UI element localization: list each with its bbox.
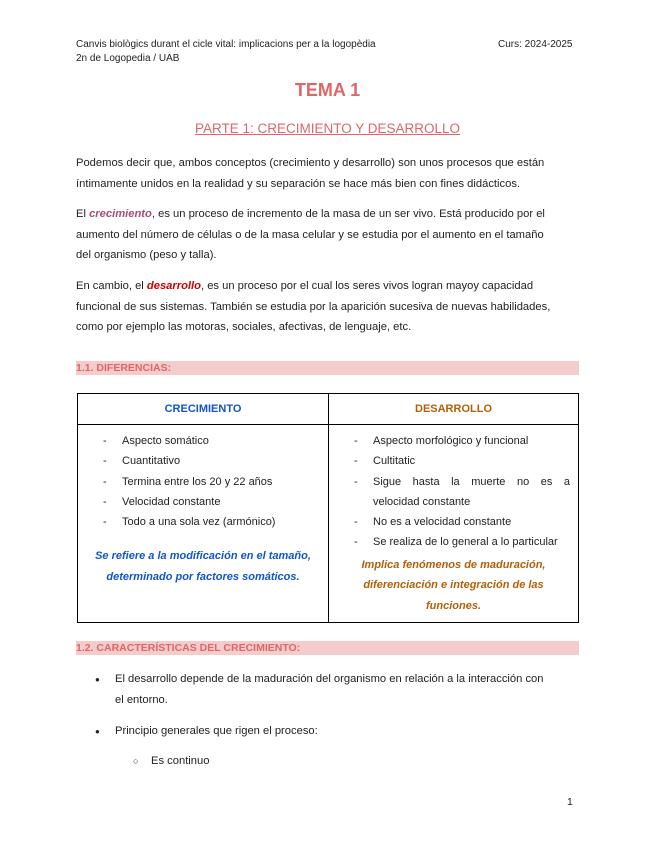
- desarrollo-summary: [329, 555, 578, 623]
- hollow-circle-icon: ○: [133, 756, 139, 766]
- comparison-table: [77, 393, 579, 623]
- para-line-rest: , es un proceso de incremento de la masa de un ser vivo. Está producido por el: [151, 208, 545, 220]
- para-line: como por ejemplo las motoras, sociales, afectivas, de lenguaje, etc.: [76, 321, 412, 333]
- list-item: - Velocidad constante: [78, 492, 328, 512]
- para-line: aumento del número de células o de la masa celular y se estudia por el aumento en el tamaño: [76, 228, 544, 241]
- bullet-text: [115, 669, 585, 710]
- intro-line: íntimamente unidos en la realidad y su separación se hace más bien con fines didácticos.: [76, 177, 521, 190]
- page-title: TEMA 1: [294, 80, 361, 100]
- desarrollo-cell: [329, 425, 579, 623]
- summary-line: Se refiere a la modificación en el tamaño,: [95, 550, 311, 563]
- intro-paragraph: [76, 153, 579, 194]
- crecimiento-cell: [78, 425, 329, 623]
- column-header-desarrollo: DESARROLLO: [329, 394, 579, 425]
- list-item: - Termina entre los 20 y 22 años: [78, 472, 328, 492]
- para-line: funcional de sus sistemas. También se estudia por la aparición sucesiva de nuevas habilidades,: [76, 300, 551, 313]
- crecimiento-list: [78, 431, 328, 532]
- desarrollo-paragraph: [76, 276, 579, 338]
- list-item-text: Sigue hasta la muerte no es a: [373, 475, 570, 488]
- bullet-item: [95, 669, 585, 710]
- section-heading-diferencias: 1.1. DIFERENCIAS:: [76, 361, 579, 375]
- list-item-continuation: velocidad constante: [373, 495, 471, 508]
- para-line-rest: , es un proceso por el cual los seres vivos logran mayoy capacidad: [200, 280, 534, 292]
- crecimiento-summary: [78, 546, 328, 587]
- term-desarrollo: desarrollo: [146, 280, 201, 292]
- list-item: - Cuantitativo: [78, 451, 328, 471]
- list-item: [329, 472, 578, 492]
- summary-line: determinado por factores somáticos.: [106, 570, 300, 583]
- list-item: - Todo a una sola vez (armónico): [78, 512, 328, 532]
- list-item: - No es a velocidad constante: [329, 512, 578, 532]
- part-subtitle: PARTE 1: CRECIMIENTO Y DESARROLLO: [194, 121, 461, 136]
- bullet-dot-icon: ●: [95, 727, 100, 736]
- list-item: - Aspecto morfológico y funcional: [329, 431, 578, 451]
- crecimiento-paragraph: [76, 204, 579, 266]
- para-line: [76, 276, 579, 297]
- page-number: 1: [567, 796, 573, 808]
- table-header-row: [78, 394, 579, 425]
- column-header-crecimiento: CRECIMIENTO: [78, 394, 329, 425]
- list-item: - Aspecto somático: [78, 431, 328, 451]
- bullet-line: El desarrollo depende de la maduración del organismo en relación a la interacción con: [115, 673, 544, 685]
- header-degree: 2n de Logopedia / UAB: [76, 53, 180, 64]
- header-academic-year: Curs: 2024-2025: [498, 39, 573, 50]
- para-line: del organismo (peso y talla).: [76, 249, 217, 261]
- list-item: - Cultitatic: [329, 451, 578, 471]
- term-crecimiento: crecimiento: [89, 208, 152, 220]
- intro-line: Podemos decir que, ambos conceptos (crecimiento y desarrollo) son unos procesos que están: [76, 157, 545, 169]
- header-course-title: Canvis biològics durant el cicle vital: implicacions per a la logopèdia: [76, 39, 376, 50]
- bullet-text: Principio generales que rigen el proceso:: [115, 725, 318, 737]
- bullet-dot-icon: ●: [95, 675, 100, 684]
- desarrollo-list: [329, 431, 578, 553]
- summary-line: diferenciación e integración de las: [363, 579, 544, 592]
- bullet-line: el entorno.: [115, 693, 168, 706]
- para-prefix: En cambio, el: [76, 280, 147, 292]
- table-row: [78, 425, 579, 623]
- para-line: [76, 204, 579, 225]
- summary-line: Implica fenómenos de maduración,: [361, 558, 546, 571]
- section-heading-caracteristicas: 1.2. CARACTERÍSTICAS DEL CRECIMIENTO:: [76, 641, 579, 655]
- sub-bullet-text: Es continuo: [151, 755, 210, 767]
- para-prefix: El: [76, 208, 90, 220]
- bullet-item: [95, 721, 585, 742]
- summary-line: funciones.: [425, 599, 481, 612]
- list-item: - Se realiza de lo general a lo particular: [329, 532, 578, 552]
- sub-bullet-item: [133, 751, 209, 771]
